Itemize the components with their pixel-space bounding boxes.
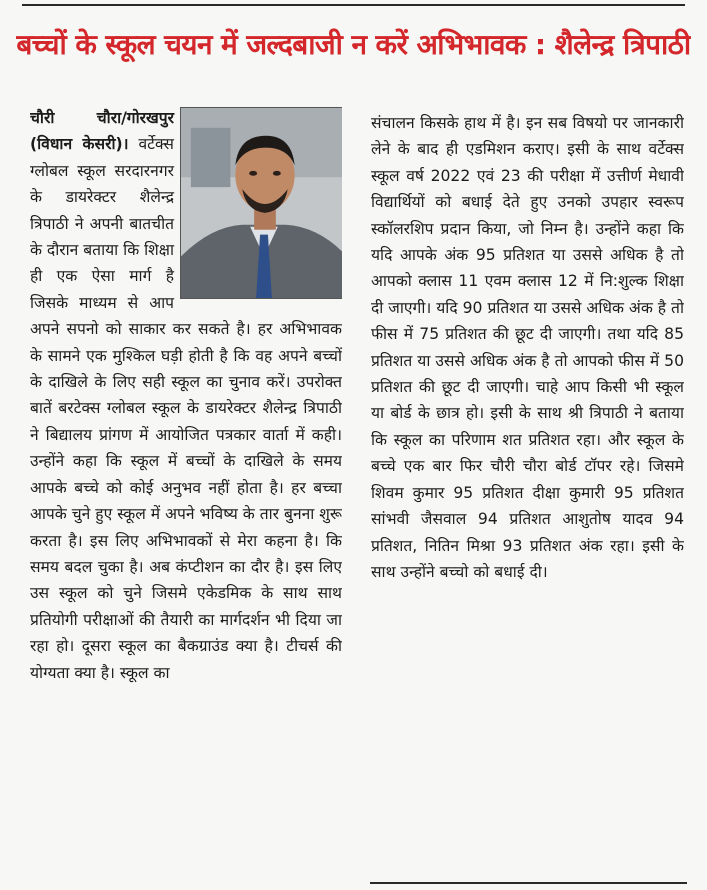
top-rule (22, 4, 685, 6)
portrait-illustration (181, 108, 342, 298)
article-column-1 (30, 105, 342, 875)
bottom-rule (370, 882, 687, 884)
column-2-text: संचालन किसके हाथ में है। इन सब विषयो पर जानकारी लेने के बाद ही एडमिशन कराए। इसी के साथ वर्टेक्स स्कूल वर्ष 2022 एवं 23 की परीक्षा में उत्तीर्ण मेधावी विद्यार्थियों को बधाई देते हुए उनको उपहार स्वरूप स्कॉलरशिप प्रदान किया, जो निम्न है। उन्होंने कहा कि यदि आपके अंक 95 प्रतिशत या उससे अधिक है तो आपको क्लास 11 एवम क्लास 12 में नि:शुल्क शिक्षा दी जाएगी। यदि 90 प्रतिशत या उससे अधिक अंक है तो फीस में 75 प्रतिशत की छूट दी जाएगी। तथा यदि 85 प्रतिशत या उससे अधिक अंक है तो आपको फीस में 50 प्रतिशत की छूट दी जाएगी। चाहे आप किसी भी स्कूल या बोर्ड के छात्र हो। इसी के साथ श्री त्रिपाठी ने बताया कि स्कूल का परिणाम शत प्रतिशत रहा। और स्कूल के बच्चे एक बार फिर चौरी चौरा बोर्ड टॉपर रहे। जिसमे शिवम कुमार 95 प्रतिशत दीक्षा कुमारी 95 प्रतिशत सांभवी जैसवाल 94 प्रतिशत आशुतोष यादव 94 प्रतिशत, नितिन मिश्रा 93 प्रतिशत अंक रहा। इसी के साथ उन्होंने बच्चो को बधाई दी। (371, 114, 684, 581)
headline: बच्चों के स्कूल चयन में जल्दबाजी न करें अभिभावक : शैलेन्द्र त्रिपाठी (16, 28, 691, 61)
column-1-text: वर्टेक्स ग्लोबल स्कूल सरदारनगर के डायरेक्टर शैलेन्द्र त्रिपाठी ने अपनी बातचीत के दौरान बताया कि शिक्षा ही एक ऐसा मार्ग है जिसके माध्यम से आप अपने सपनो को साकार कर सकते है। हर अभिभावक के सामने एक मुश्किल घड़ी होती है कि वह अपने बच्चों के दाखिले के लिए सही स्कूल का चुनाव करें। उपरोक्त बातें बरटेक्स ग्लोबल स्कूल के डायरेक्टर शैलेन्द्र त्रिपाठी ने बिद्यालय प्रांगण में आयोजित पत्रकार वार्ता में कही। उन्होंने कहा कि स्कूल में बच्चों के दाखिले के समय आपके बच्चे को कोई अनुभव नहीं होता है। हर बच्चा आपके चुने हुए स्कूल में अपने भविष्य के तार बुनना शुरू करता है। इस लिए अभिभावकों से मेरा कहना है। कि समय बदल चुका है। अब कंप्टीशन का दौर है। इस लिए उस स्कूल को चुने जिसमे एकेडमिक के साथ साथ प्रतियोगी परीक्षाओं की तैयारी का मार्गदर्शन भी दिया जा रहा हो। दूसरा स्कूल का बैकग्राउंड क्या है। टीचर्स की योग्यता क्या है। स्कूल का (30, 135, 342, 682)
director-photo (180, 107, 342, 299)
article-column-2 (371, 110, 684, 880)
dateline: चौरी चौरा/गोरखपुर (विधान केसरी)। (30, 109, 174, 154)
